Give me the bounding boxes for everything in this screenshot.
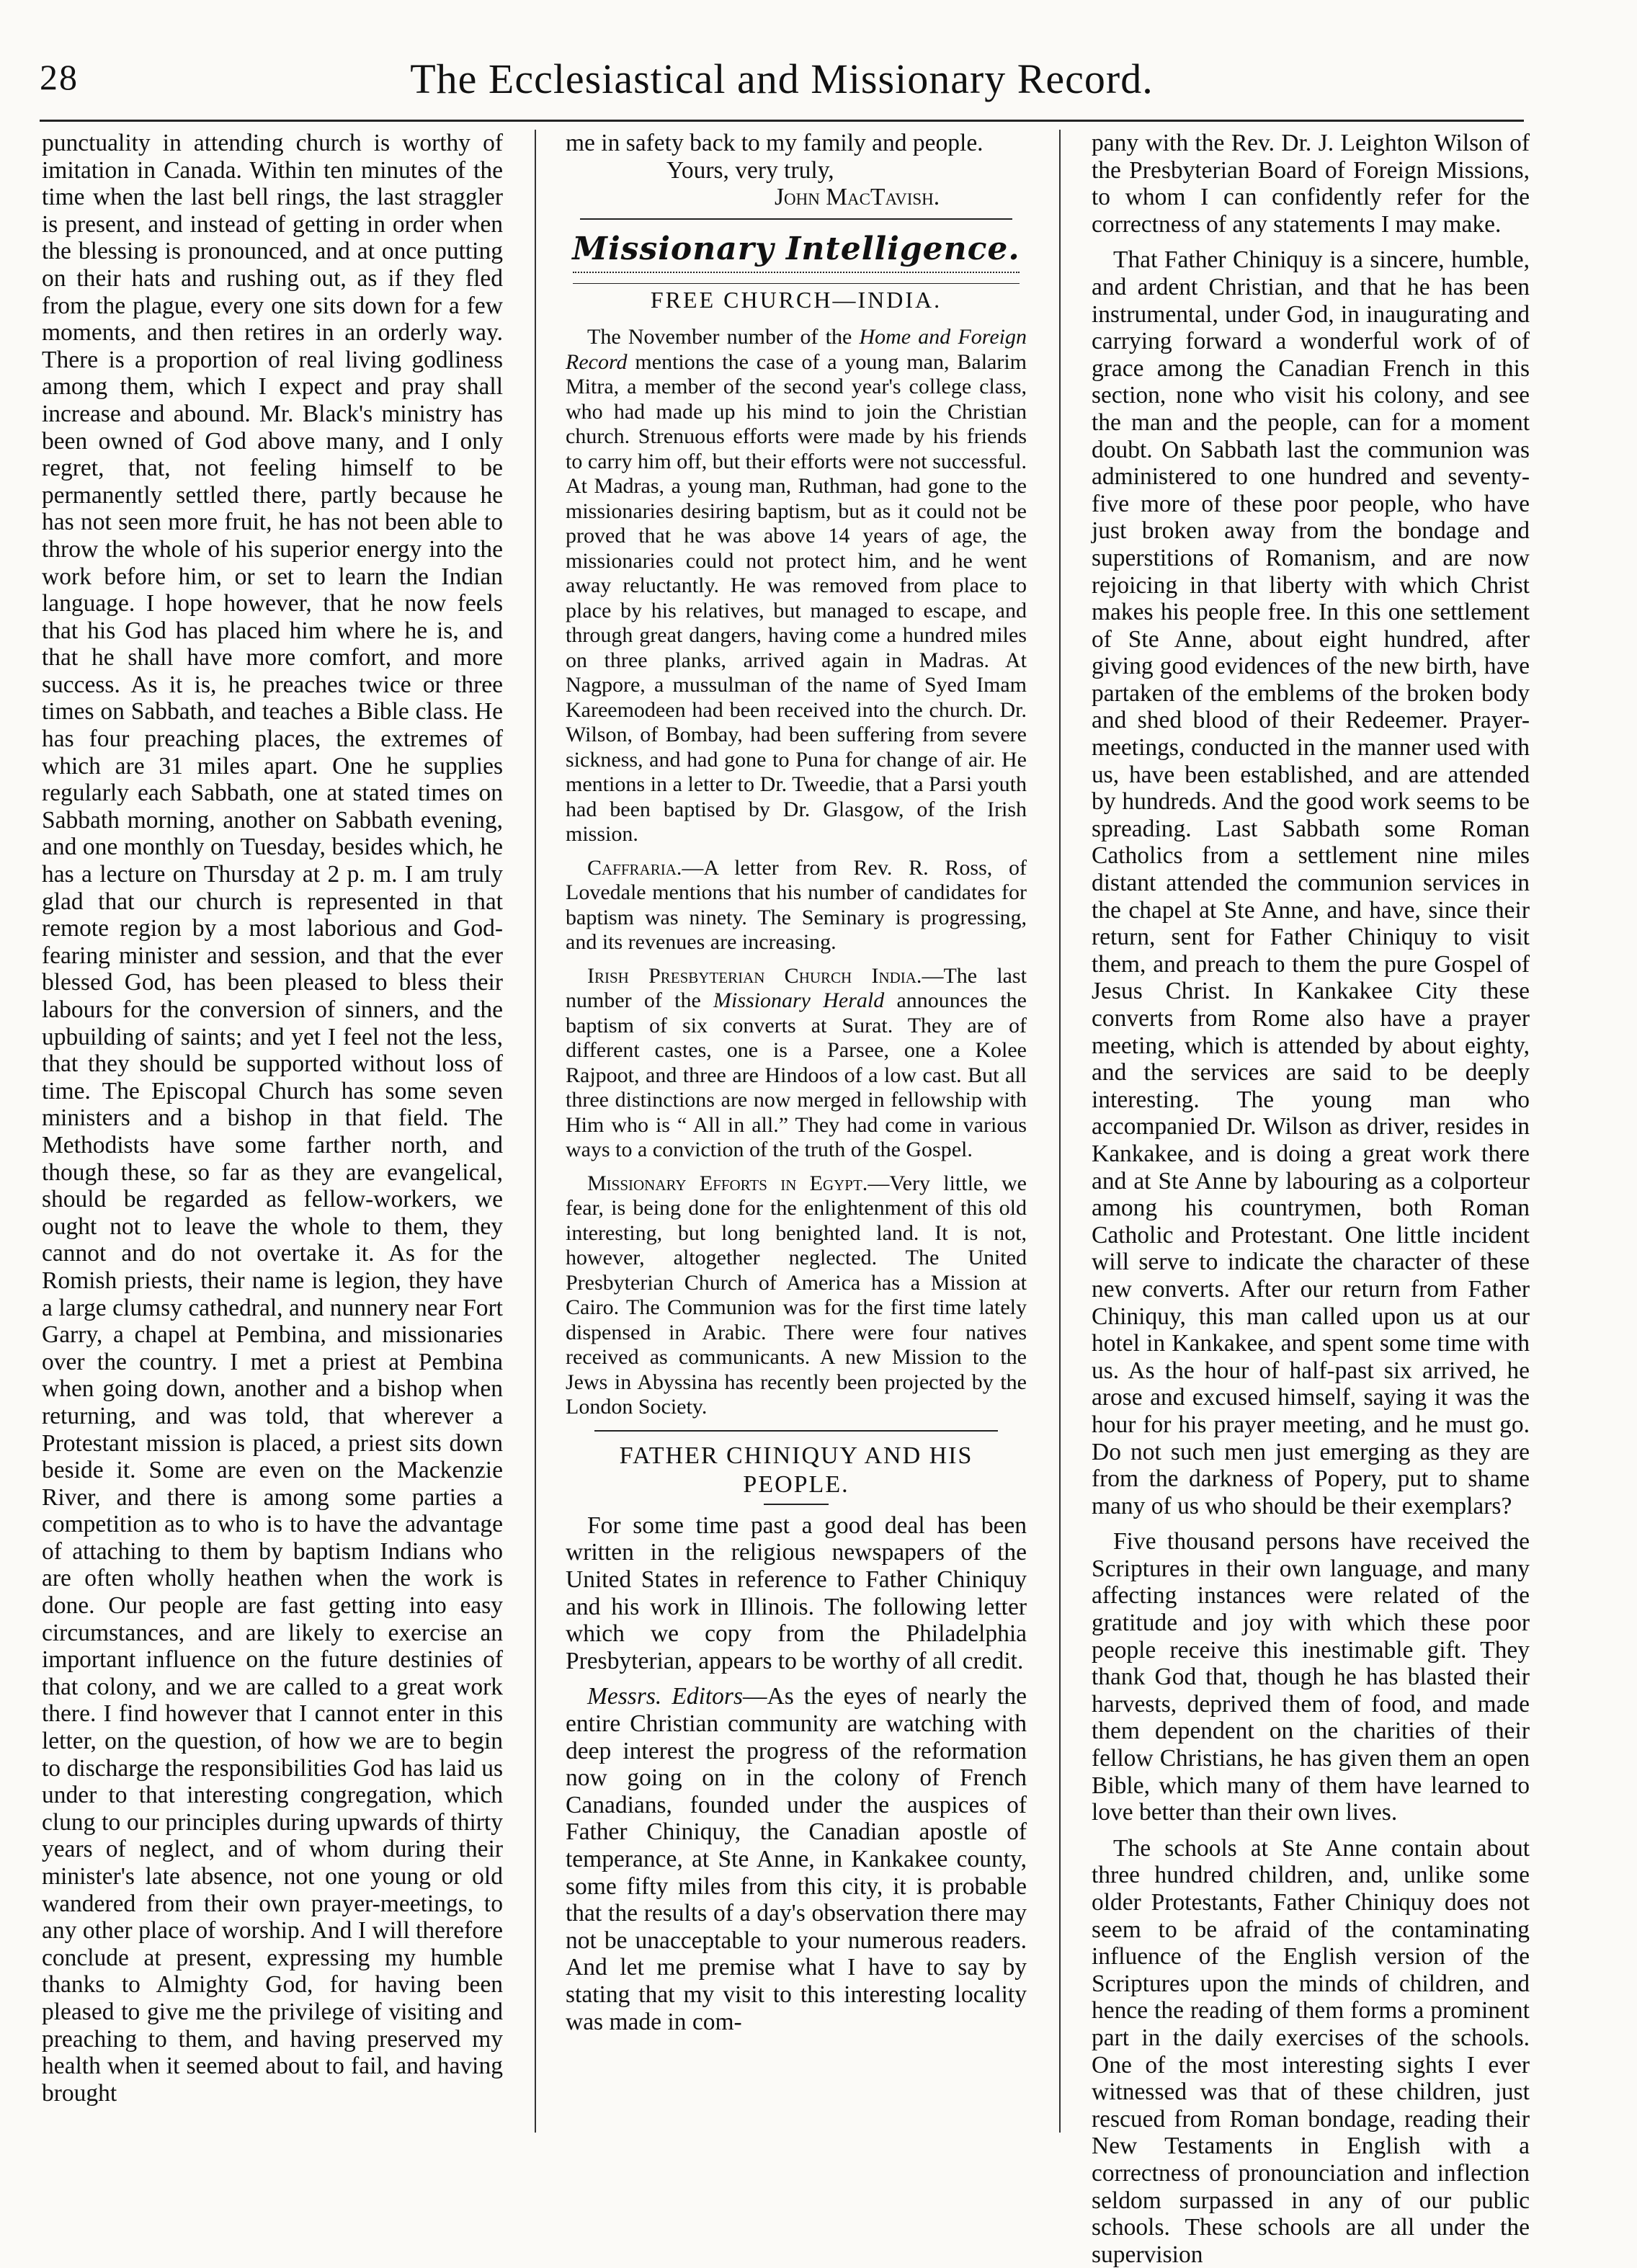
column-divider-1 <box>535 130 536 2133</box>
column-2 <box>566 130 1027 2035</box>
egypt-paragraph: Missionary Efforts in Egypt.—Very little, we fear, is being done for the enlightenment of this old interesting, but long benighted land. It is not, however, altogether neglected. The United Presbyterian Church of America has a Mission at Cairo. The Communion was for the first time lately dispensed in Arabic. There were four natives received as communicants. A new Mission to the Jews in Abyssina has recently been projected by the London Society. <box>566 1171 1027 1419</box>
chiniquy-paragraph-3: Five thousand persons have received the Scriptures in their own language, and many affecting instances were related of the gratitude and joy with which these poor people receive this inestimable gift. They thank God that, though he has blasted their harvests, deprived them of food, and made them dependent on the charities of their fellow Christians, he has given them an open Bible, which many of them have learned to love better than their own lives. <box>1092 1528 1530 1826</box>
column-divider-2 <box>1059 130 1061 2133</box>
caffraria-paragraph: Caffraria.—A letter from Rev. R. Ross, of Lovedale mentions that his number of candidates for baptism was ninety. The Seminary is progressing, and its revenues are increasing. <box>566 855 1027 955</box>
india-paragraph: The November number of the Home and Foreign Record mentions the case of a young man, Balarim Mitra, a member of the second year's college class, who had made up his mind to join the Christian church. Strenuous efforts were made by his friends to carry him off, but their efforts were not successful. At Madras, a young man, Ruthman, had gone to the missionaries desiring baptism, but as it could not be proved that he was above 14 years of age, the missionaries could not protect him, and he went away reluctantly. He was removed from place to place by his relatives, but managed to escape, and through great dangers, having come a hundred miles on three planks, arrived again in Madras. At Nagpore, a mussulman of the name of Syed Imam Kareemodeen had been received into the church. Dr. Wilson, of Bombay, had been suffering from severe sickness, and had gone to Puna for change of air. He mentions in a letter to Dr. Tweedie, that a Parsi youth had been baptised by Dr. Glasgow, of the Irish mission. <box>566 325 1027 847</box>
subheading: FREE CHURCH—INDIA. <box>650 286 942 313</box>
column-3 <box>1092 130 1530 2268</box>
title-rule <box>764 1504 829 1505</box>
article-rule <box>594 1430 998 1432</box>
section-heading: Missionary Intelligence. <box>572 230 1020 267</box>
chiniquy-letter-start: Messrs. Editors—As the eyes of nearly the entire Christian community are watching with deep interest the progress of the reformation now going on in the colony of French Canadians, founded under the auspices of Father Chiniquy, the Canadian apostle of temperance, at Ste Anne, in Kankakee county, some fifty miles from this city, it is probable that the results of a day's observation there may not be unacceptable to your numerous readers. And let me premise what I have to say by stating that my visit to this interesting locality was made in com- <box>566 1683 1027 2035</box>
chiniquy-paragraph-4: The schools at Ste Anne contain about three hundred children, and, unlike some older Protestants, Father Chiniquy does not seem to be afraid of the contaminating influence of the English version of the Scriptures upon the minds of children, and hence the reading of them forms a prominent part in the daily exercises of the schools. One of the most interesting sights I ever witnessed was that of these children, just rescued from Roman bondage, reading their New Testaments in English with a correctness of pronounciation and inflection seldom surpassed in any of our public schools. These schools are all under the supervision <box>1092 1834 1530 2268</box>
column-1 <box>42 130 503 2107</box>
irish-church-paragraph: Irish Presbyterian Church India.—The last number of the Missionary Herald announces the baptism of six converts at Surat. They are of different castes, one is a Parsee, one a Kolee Rajpoot, and three are Hindoos of a low cast. But all three distinctions are now merged in fellowship with Him who is “ All in all.” They had come in various ways to a conviction of the truth of the Gospel. <box>566 963 1027 1162</box>
letter-signature: John MacTavish. <box>775 184 940 211</box>
ornamental-rule <box>573 272 1020 284</box>
header-rule <box>40 120 1524 122</box>
article-title: FATHER CHINIQUY AND HIS PEOPLE. <box>619 1442 973 1498</box>
letter-final-line: me in safety back to my family and people. <box>566 130 983 156</box>
running-title: The Ecclesiastical and Missionary Record. <box>410 55 1154 102</box>
chiniquy-paragraph-2: That Father Chiniquy is a sincere, humble, and ardent Christian, and that he has been instrumental, under God, in inaugurating and carrying forward a wonderful work of of grace among the Canadian French in this section, none who visit his colony, and see the man and the people, can for a moment doubt. On Sabbath last the communion was administered to one hundred and seventy-five more of these poor people, who have just broken away from the bondage and superstitions of Romanism, and are now rejoicing in that liberty with which Christ makes his people free. In this one settlement of Ste Anne, about eight hundred, after giving good evidences of the new birth, have partaken of the emblems of the broken body and shed blood of their Redeemer. Prayer-meetings, conducted in the manner used with us, have been established, and are attended by hundreds. And the good work seems to be spreading. Last Sabbath some Roman Catholics from a settlement nine miles distant attended the communion services in the chapel at Ste Anne, and have, since their return, sent for Father Chiniquy to visit them, and preach to them the pure Gospel of Jesus Christ. In Kankakee City these converts from Rome also have a prayer meeting, which is attended by about eighty, and the services are said to be deeply interesting. The young man who accompanied Dr. Wilson as driver, resides in Kankakee, and is doing a great work there and at Ste Anne by labouring as a colporteur among his countrymen, both Roman Catholic and Protestant. One little incident will serve to indicate the character of these new converts. After our return from Father Chiniquy, this man called upon us at our hotel in Kankakee, and spent some time with us. As the hour of half-past six arrived, he arose and excused himself, saying it was the hour for his prayer meeting, and he must go. Do not such men just emerging as they are from the darkness of Popery, put to shame many of us who should be their exemplars? <box>1092 246 1530 1519</box>
page-header <box>40 13 1524 107</box>
chiniquy-letter-cont: pany with the Rev. Dr. J. Leighton Wilson of the Presbyterian Board of Foreign Missions, to whom I can confidently refer for the correctness of any statements I may make. <box>1092 130 1530 238</box>
letter-closing: Yours, very truly, <box>666 156 834 184</box>
letter-continuation: punctuality in attending church is worthy of imitation in Canada. Within ten minutes of the time when the last bell rings, the last straggler is present, and instead of getting in order when the blessing is pronounced, and at once putting on their hats and rushing out, as if they fled from the plague, every one sits down for a few moments, and then retires in an orderly way. There is a proportion of real living godliness among them, which I expect and pray shall increase and abound. Mr. Black's ministry has been owned of God above many, and I only regret, that, not feeling himself to be permanently settled there, partly because he has not seen more fruit, he has not been able to throw the whole of his superior energy into the work before him, or set to learn the Indian language. I hope however, that he now feels that his God has placed him where he is, and that he shall have more comfort, and more success. As it is, he preaches twice or three times on Sabbath, and teaches a Bible class. He has four preaching places, the extremes of which are 31 miles apart. One he supplies regularly each Sabbath, one at stated times on Sabbath morning, another on Sabbath evening, and one monthly on Tuesday, besides which, he has a lecture on Thursday at 2 p. m. I am truly glad that our church is represented in that remote region by a most laborious and God-fearing minister and session, and that the ever blessed God, has been pleased to bless their labours for the conversion of sinners, and the upbuilding of saints; and yet I feel not the less, that they should be supported without loss of time. The Episcopal Church has some seven ministers and a bishop in that field. The Methodists have some farther north, and though these, so far as they are evangelical, should be regarded as fellow-workers, we ought not to leave the whole to them, they cannot and do not overtake it. As for the Romish priests, their name is legion, they have a large clumsy cathedral, and nunnery near Fort Garry, a chapel at Pembina, and missionaries over the country. I met a priest at Pembina when going down, another and a bishop when returning, and was told, that wherever a Protestant mission is placed, a priest sits down beside it. Some are even on the Mackenzie River, and there is among some parties a competition as to who is to have the advantage of attaching to them by baptism Indians who are often wholly heathen when the work is done. Our people are fast getting into easy circumstances, and are likely to exercise an important influence on the future destinies of that colony, and we are called to a great work there. I find however that I cannot enter in this letter, on the question, of how we are to begin to discharge the responsibilities God has laid us under to that interesting congregation, which clung to our principles during upwards of thirty years of neglect, and of whom during their minister's late absence, not one young or old wandered from their own prayer-meetings, to any other place of worship. And I will therefore conclude at present, expressing my humble thanks to Almighty God, for having been pleased to give me the privilege of visiting and preaching to them, and having preserved my health when it seemed about to fail, and having brought <box>42 130 503 2107</box>
chiniquy-intro: For some time past a good deal has been written in the religious newspapers of the United States in reference to Father Chiniquy and his work in Illinois. The following letter which we copy from the Philadelphia Presbyterian, appears to be worthy of all credit. <box>566 1512 1027 1674</box>
page-number: 28 <box>40 57 79 97</box>
section-rule <box>580 218 1012 220</box>
